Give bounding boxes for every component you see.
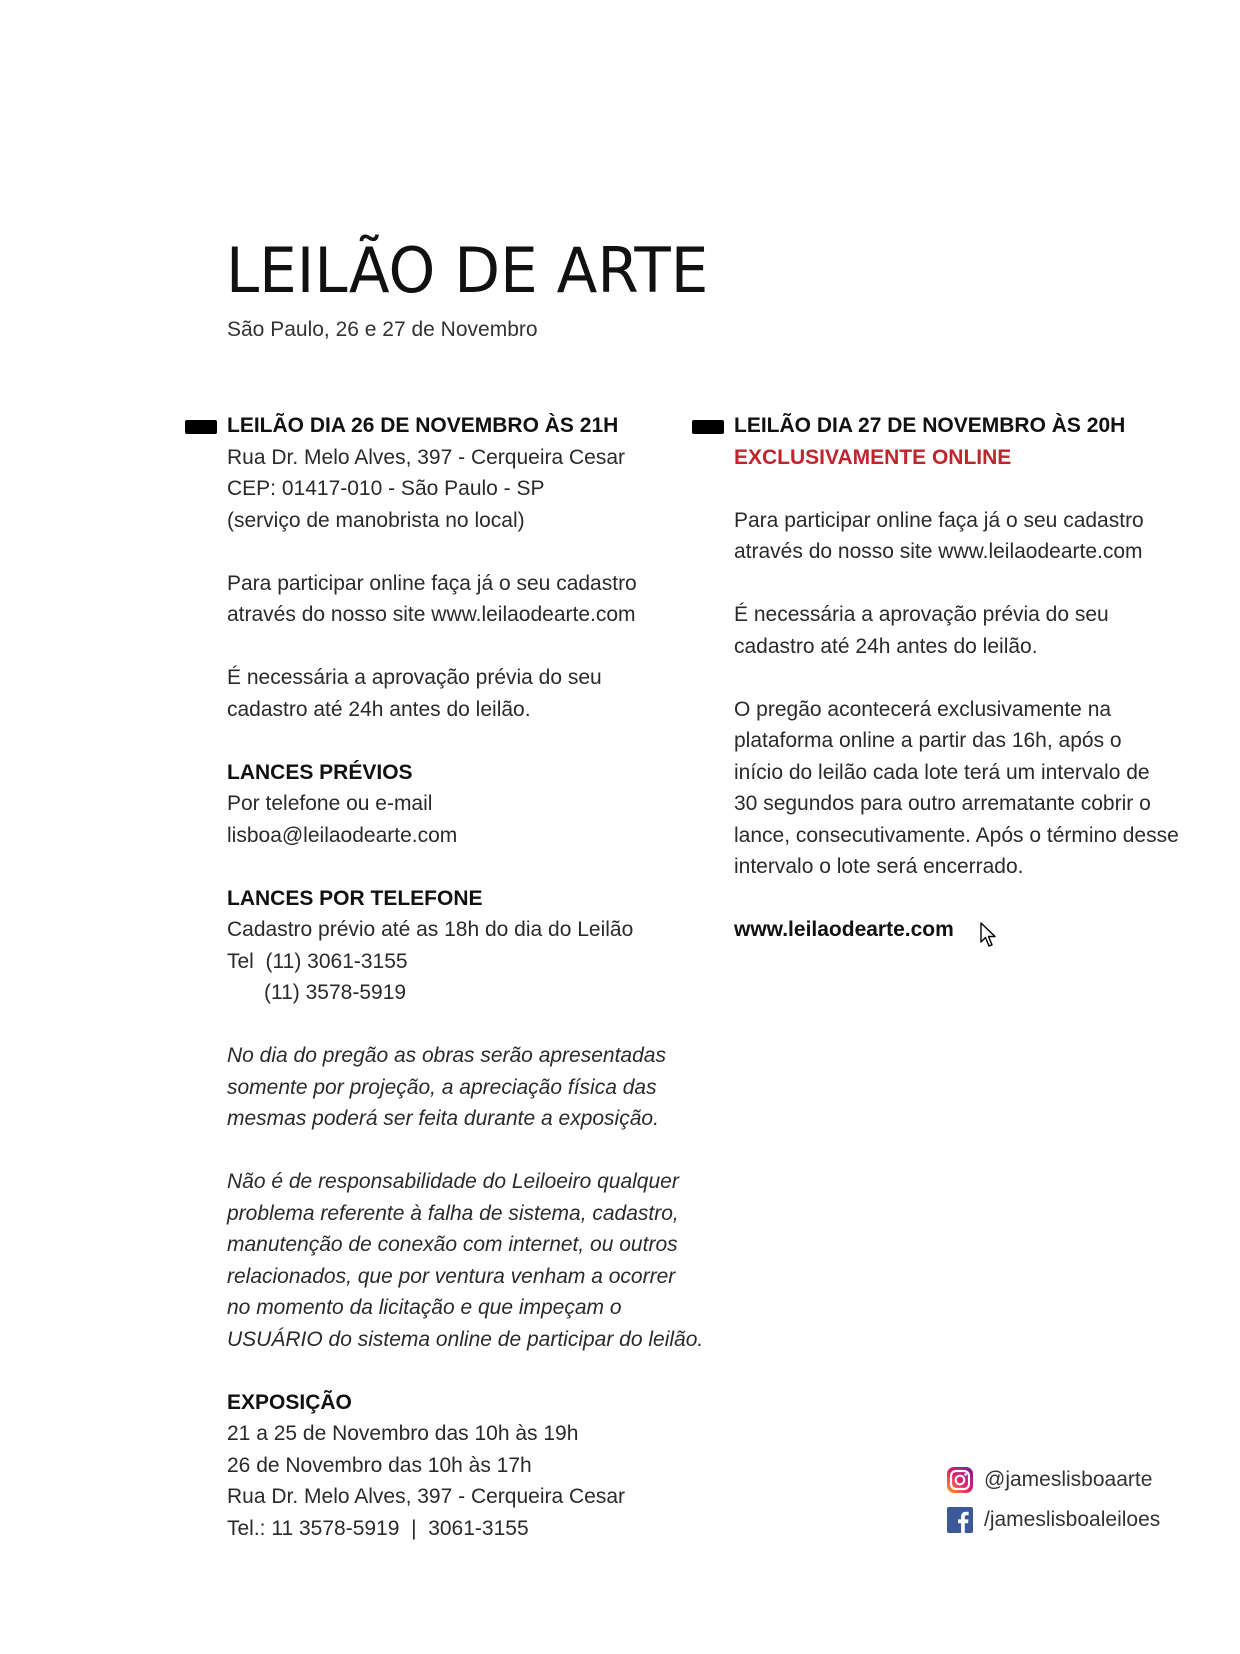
address-line: CEP: 01417-010 - São Paulo - SP: [227, 477, 545, 500]
page-subtitle: São Paulo, 26 e 27 de Novembro: [227, 318, 538, 341]
page-title: LEILÃO DE ARTE: [226, 234, 709, 307]
section-marker-right: [692, 420, 724, 434]
left-heading: LEILÃO DIA 26 DE NOVEMBRO ÀS 21H: [227, 414, 619, 437]
exposicao-line: Tel.: 11 3578-5919 | 3061-3155: [227, 1516, 529, 1540]
pregao-line: lance, consecutivamente. Após o término desse: [734, 823, 1179, 847]
phone-number: (11) 3061-3155: [265, 949, 408, 973]
online-text: através do nosso site www.leilaodearte.com: [734, 540, 1143, 563]
disclaimer-line: manutenção de conexão com internet, ou outros: [227, 1233, 678, 1256]
right-column: [734, 410, 1194, 946]
exposicao-line: Rua Dr. Melo Alves, 397 - Cerqueira Cesar: [227, 1485, 626, 1508]
online-text: através do nosso site www.leilaodearte.com: [227, 603, 636, 626]
exposicao-title: EXPOSIÇÃO: [227, 1390, 352, 1414]
approval-text: cadastro até 24h antes do leilão.: [227, 697, 531, 721]
note-line: mesmas poderá ser feita durante a exposição.: [227, 1107, 659, 1130]
online-only-label: EXCLUSIVAMENTE ONLINE: [734, 445, 1012, 469]
phone-line: [227, 946, 687, 978]
disclaimer-line: USUÁRIO do sistema online de participar do leilão.: [227, 1327, 704, 1351]
instagram-text: @jameslisboaarte: [984, 1468, 1153, 1491]
mouse-cursor-icon: [980, 922, 998, 948]
note-line: somente por projeção, a apreciação física das: [227, 1075, 657, 1099]
pregao-line: 30 segundos para outro arrematante cobrir o: [734, 792, 1151, 815]
online-text: Para participar online faça já o seu cadastro: [734, 508, 1144, 532]
lances-previos-title: LANCES PRÉVIOS: [227, 760, 413, 784]
lances-telefone-title: LANCES POR TELEFONE: [227, 886, 483, 910]
exposicao-line: 26 de Novembro das 10h às 17h: [227, 1453, 532, 1477]
disclaimer-line: relacionados, que por ventura venham a ocorrer: [227, 1264, 676, 1288]
pregao-line: plataforma online a partir das 16h, após o: [734, 729, 1122, 752]
section-marker-left: [185, 420, 217, 434]
address-line: (serviço de manobrista no local): [227, 508, 525, 532]
approval-text: cadastro até 24h antes do leilão.: [734, 634, 1038, 658]
email-link[interactable]: lisboa@leilaodearte.com: [227, 823, 458, 847]
approval-text: É necessária a aprovação prévia do seu: [734, 603, 1109, 626]
disclaimer-line: no momento da licitação e que impeçam o: [227, 1296, 622, 1319]
disclaimer-line: problema referente à falha de sistema, cadastro,: [227, 1201, 679, 1225]
note-line: No dia do pregão as obras serão apresentadas: [227, 1044, 666, 1067]
disclaimer-line: Não é de responsabilidade do Leiloeiro qualquer: [227, 1170, 679, 1193]
pregao-line: início do leilão cada lote terá um intervalo de: [734, 760, 1150, 784]
website-link[interactable]: www.leilaodearte.com: [734, 918, 954, 941]
facebook-handle[interactable]: [946, 1506, 1160, 1534]
address-line: Rua Dr. Melo Alves, 397 - Cerqueira Cesar: [227, 445, 626, 469]
right-heading: LEILÃO DIA 27 DE NOVEMBRO ÀS 20H: [734, 414, 1126, 437]
approval-text: É necessária a aprovação prévia do seu: [227, 666, 602, 689]
lances-previos-text: Por telefone ou e-mail: [227, 792, 433, 815]
tel-label: Tel: [227, 949, 254, 973]
instagram-icon: [946, 1466, 974, 1494]
facebook-icon: [946, 1506, 974, 1534]
exposicao-line: 21 a 25 de Novembro das 10h às 19h: [227, 1422, 579, 1445]
phone-number: (11) 3578-5919: [264, 981, 407, 1004]
pregao-line: O pregão acontecerá exclusivamente na: [734, 697, 1112, 721]
lances-telefone-text: Cadastro prévio até as 18h do dia do Leilão: [227, 918, 634, 941]
online-text: Para participar online faça já o seu cadastro: [227, 571, 637, 595]
left-column: [227, 410, 704, 1544]
instagram-handle[interactable]: [946, 1466, 1152, 1494]
pregao-line: intervalo o lote será encerrado.: [734, 855, 1024, 878]
facebook-text: /jameslisboaleiloes: [984, 1508, 1161, 1531]
